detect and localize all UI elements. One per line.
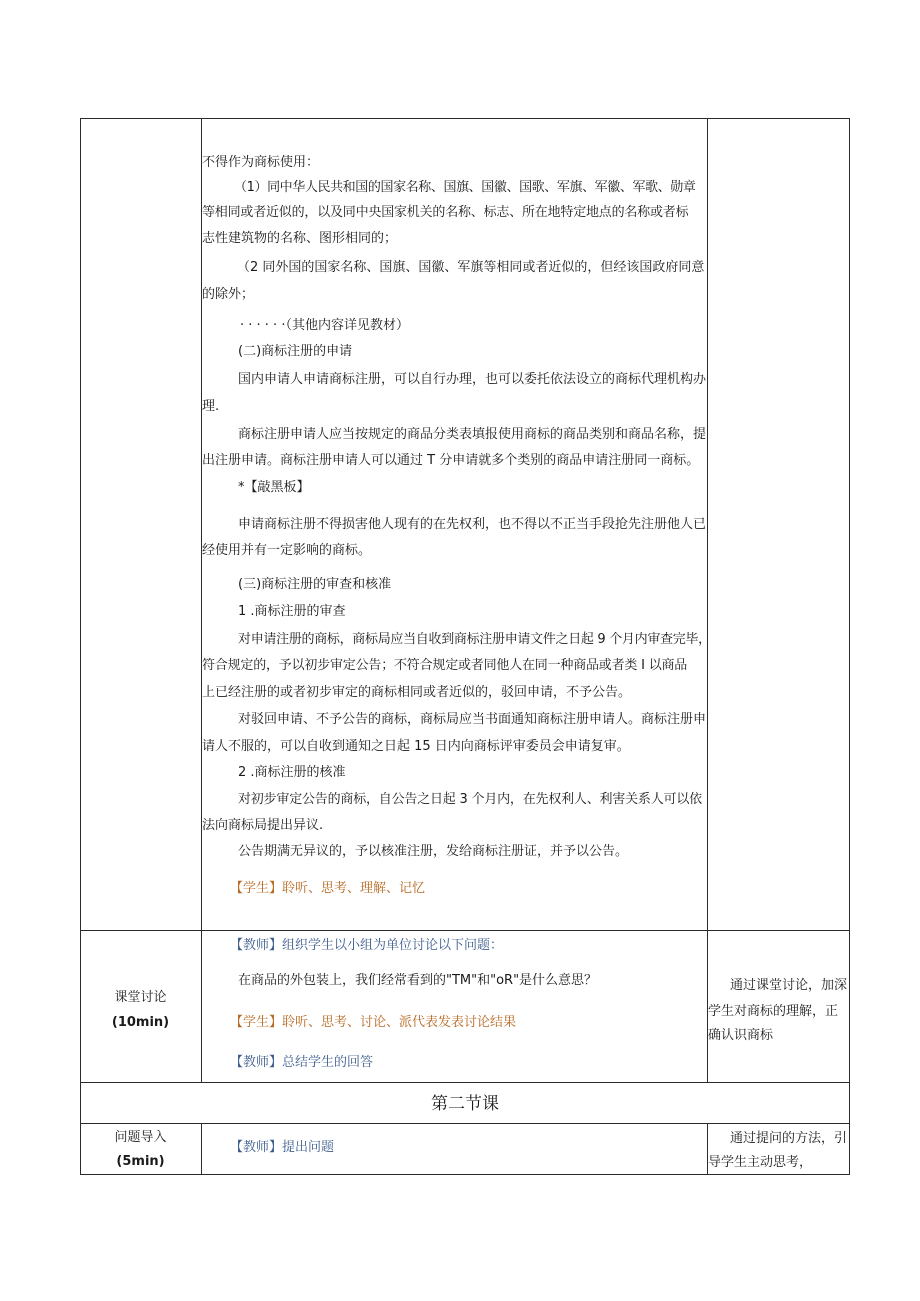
teacher-activity: 【教师】总结学生的回答 — [230, 1055, 374, 1070]
row-divider — [80, 1123, 850, 1124]
row-divider — [80, 930, 850, 931]
student-activity: 【学生】聆听、思考、讨论、派代表发表讨论结果 — [230, 1015, 517, 1030]
content-line: 国内申请人申请商标注册，可以自行办理，也可以委托依法设立的商标代理机构办 — [238, 372, 707, 387]
content-line: 等相同或者近似的，以及同中央国家机关的名称、标志、所在地特定地点的名称或者标 — [202, 205, 689, 220]
content-line: · · · · · ·（其他内容详见教材） — [240, 318, 409, 333]
student-activity: 【学生】聆听、思考、理解、记忆 — [230, 881, 426, 896]
content-line: （2 同外国的国家名称、国旗、国徽、军旗等相同或者近似的，但经该国政府同意 — [237, 260, 705, 275]
discussion-question: 在商品的外包装上，我们经常看到的"TM"和"oR"是什么意思？ — [238, 973, 598, 988]
activity-time: (10min) — [111, 1015, 170, 1030]
activity-time: (5min) — [116, 1154, 165, 1169]
column-divider — [707, 118, 708, 1083]
lesson-plan-table — [80, 118, 850, 1175]
content-line: （1）同中华人民共和国的国家名称、国旗、国徽、国歌、军旗、军徽、军歌、勋章 — [234, 180, 696, 195]
content-line: 申请商标注册不得损害他人现有的在先权利，也不得以不正当手段抢先注册他人已 — [238, 517, 707, 532]
content-line: 符合规定的，予以初步审定公告；不符合规定或者同他人在同一种商品或者类 I 以商品 — [202, 658, 688, 673]
teaching-goal-line: 通过提问的方法，引 — [730, 1131, 848, 1146]
teaching-goal-line: 导学生主动思考， — [708, 1155, 813, 1170]
highlight-heading: *【敲黑板】 — [238, 480, 310, 495]
content-line: 理. — [202, 399, 220, 414]
content-line: 志性建筑物的名称、图形相同的； — [202, 231, 398, 246]
content-line: 不得作为商标使用： — [202, 155, 320, 170]
content-line: 对申请注册的商标，商标局应当自收到商标注册申请文件之日起 9 个月内审查完毕， — [238, 632, 711, 647]
section-heading: (三)商标注册的审查和核准 — [238, 577, 392, 592]
content-line: 请人不服的，可以自收到通知之日起 15 日内向商标评审委员会申请复审。 — [202, 739, 630, 754]
table-border-right — [849, 118, 850, 1175]
content-line: 对驳回申请、不予公告的商标，商标局应当书面通知商标注册申请人。商标注册申 — [238, 712, 707, 727]
content-line: 上已经注册的或者初步审定的商标相同或者近似的，驳回申请，不予公告。 — [202, 685, 632, 700]
column-divider — [201, 118, 202, 1083]
subsection-heading: 1 .商标注册的审查 — [238, 604, 346, 619]
section-heading: (二)商标注册的申请 — [238, 344, 353, 359]
subsection-heading: 2 .商标注册的核准 — [238, 765, 346, 780]
table-border-top — [80, 118, 850, 119]
teacher-activity: 【教师】提出问题 — [230, 1140, 335, 1155]
content-line: 公告期满无异议的，予以核准注册，发给商标注册证，并予以公告。 — [238, 844, 629, 859]
column-divider — [201, 1123, 202, 1175]
content-line: 经使用并有一定影响的商标。 — [202, 543, 372, 558]
row-divider — [80, 1082, 850, 1083]
content-line: 法向商标局提出异议. — [202, 818, 324, 833]
table-border-bottom — [80, 1174, 850, 1175]
content-line: 对初步审定公告的商标，自公告之日起 3 个月内，在先权利人、利害关系人可以依 — [238, 792, 702, 807]
section-title: 第二节课 — [431, 1094, 499, 1114]
content-line: 商标注册申请人应当按规定的商品分类表填报使用商标的商品类别和商品名称，提 — [238, 427, 707, 442]
activity-label: 课堂讨论 — [114, 990, 167, 1005]
teacher-activity: 【教师】组织学生以小组为单位讨论以下问题： — [230, 938, 504, 953]
teaching-goal-line: 通过课堂讨论，加深 — [730, 978, 848, 993]
teaching-goal-line: 学生对商标的理解，正 — [708, 1004, 839, 1019]
activity-label: 问题导入 — [114, 1130, 167, 1145]
teaching-goal-line: 确认识商标 — [708, 1028, 774, 1043]
content-line: 的除外； — [202, 287, 255, 302]
content-line: 出注册申请。商标注册申请人可以通过 T 分申请就多个类别的商品申请注册同一商标。 — [202, 453, 700, 468]
